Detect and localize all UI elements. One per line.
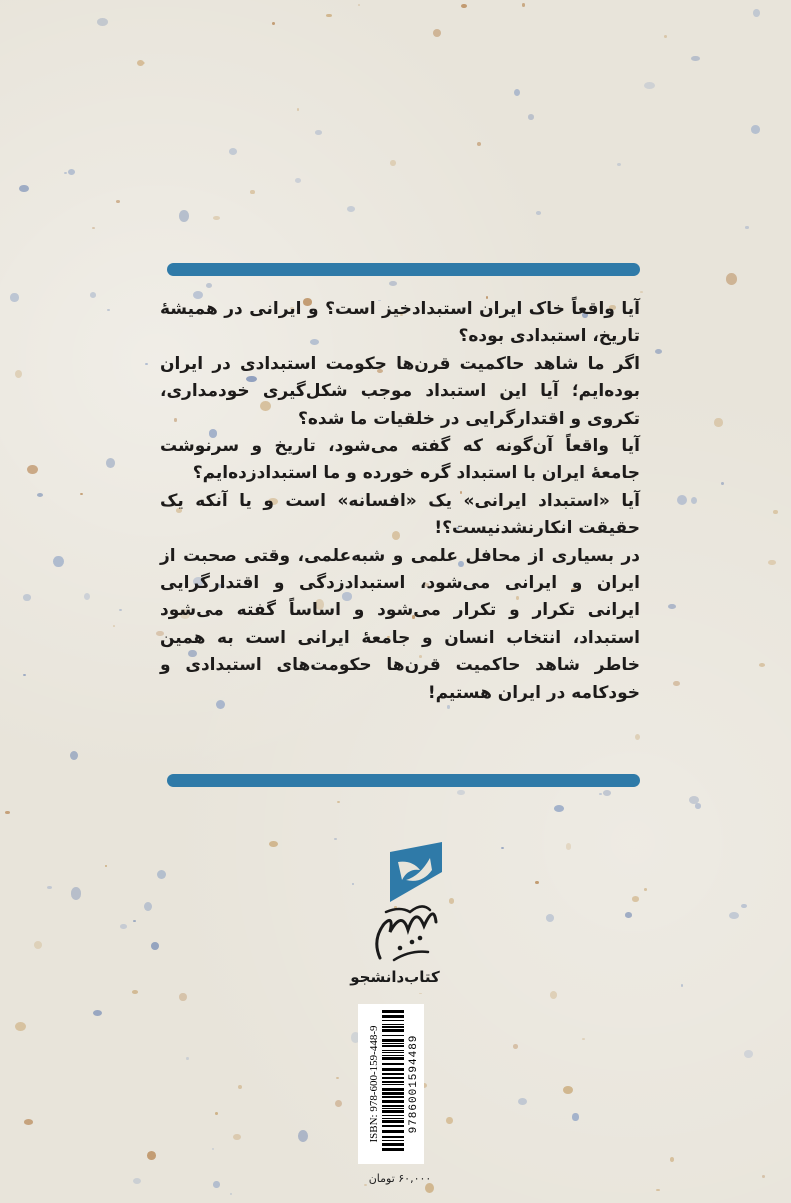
barcode-bar <box>382 1010 404 1013</box>
paper-speck <box>250 190 254 194</box>
paper-speck <box>213 1181 219 1188</box>
paper-speck <box>522 3 525 6</box>
barcode-bar <box>382 1026 404 1028</box>
paper-speck <box>714 418 722 426</box>
paper-speck <box>24 1119 34 1125</box>
barcode-bar <box>382 1020 404 1021</box>
paper-speck <box>655 349 662 354</box>
barcode-bar <box>382 1143 404 1146</box>
barcode-bar <box>382 1136 404 1138</box>
paper-speck <box>691 497 697 504</box>
barcode-bar <box>382 1092 404 1095</box>
blurb-paragraph-5: در بسیاری از محافل علمی و شبه‌علمی، وقتی صحبت از ایران و ایرانی می‌شود، استبدادزدگی و اقتدارگرایی ایرانی تکرار و تکرار می‌شود و اساساً گفته می‌شود استبداد، انتخاب انسان و جامعهٔ ایرانی است به همین خاطر شاهد حاکمیت قرن‌ها حکومت‌های استبدادی و خودکامه در ایران هستیم! <box>160 545 640 703</box>
paper-speck <box>513 1044 518 1048</box>
paper-speck <box>582 1038 585 1040</box>
bottom-divider-bar <box>167 774 640 787</box>
paper-speck <box>179 210 190 222</box>
barcode-bar <box>382 1148 404 1151</box>
paper-speck <box>536 211 541 214</box>
paper-speck <box>19 185 29 193</box>
paper-speck <box>335 1100 342 1107</box>
paper-speck <box>726 273 737 285</box>
barcode-bar <box>382 1039 404 1042</box>
paper-speck <box>677 495 687 505</box>
paper-speck <box>71 887 81 899</box>
paper-speck <box>15 1022 26 1031</box>
paper-speck <box>297 108 300 110</box>
paper-speck <box>501 847 504 850</box>
paper-speck <box>695 803 701 809</box>
paper-speck <box>120 924 127 930</box>
paper-speck <box>528 114 534 120</box>
paper-speck <box>635 734 640 740</box>
barcode-bar <box>382 1035 404 1036</box>
barcode-bar <box>382 1115 404 1116</box>
paper-speck <box>144 902 152 911</box>
paper-speck <box>640 291 643 293</box>
paper-speck <box>603 790 611 796</box>
paper-speck <box>97 18 108 26</box>
barcode-bar <box>382 1120 404 1123</box>
paper-speck <box>145 363 148 365</box>
barcode-bars <box>382 1010 404 1156</box>
barcode-bar <box>382 1081 404 1083</box>
barcode-bar <box>382 1125 404 1127</box>
paper-speck <box>664 35 667 38</box>
barcode-bar <box>382 1015 404 1018</box>
paper-speck <box>691 56 699 61</box>
paper-speck <box>670 1157 674 1162</box>
paper-speck <box>518 1098 527 1105</box>
top-divider-bar <box>167 263 640 276</box>
paper-speck <box>336 1077 339 1079</box>
paper-speck <box>53 556 63 567</box>
paper-speck <box>230 1193 232 1195</box>
paper-speck <box>133 1178 141 1184</box>
paper-speck <box>295 178 301 183</box>
paper-speck <box>554 805 564 812</box>
paper-speck <box>535 881 539 884</box>
barcode-bar <box>382 1110 404 1113</box>
isbn-label: ISBN: 978-600-159-448-9 <box>368 1025 380 1143</box>
paper-speck <box>768 560 776 566</box>
paper-speck <box>272 22 275 25</box>
paper-speck <box>729 912 739 919</box>
barcode-bar <box>382 1073 404 1075</box>
paper-speck <box>419 993 422 995</box>
barcode-bar <box>382 1045 404 1047</box>
paper-speck <box>37 493 43 497</box>
barcode-bar <box>382 1096 404 1098</box>
paper-speck <box>116 200 120 203</box>
paper-speck <box>744 1050 753 1058</box>
paper-speck <box>23 674 26 677</box>
paper-speck <box>625 912 632 918</box>
paper-speck <box>23 594 32 601</box>
paper-speck <box>238 1085 242 1089</box>
barcode-bar <box>382 1084 404 1085</box>
barcode-bar <box>382 1050 404 1051</box>
blurb-paragraph-3: آیا واقعاً آن‌گونه که گفته می‌شود، تاریخ و سرنوشت جامعهٔ ایران با استبداد گره خورده و ما استبدادزده‌ایم؟ <box>160 436 640 484</box>
paper-speck <box>347 206 355 212</box>
paper-speck <box>762 1175 765 1178</box>
paper-speck <box>298 1130 308 1142</box>
paper-speck <box>721 482 724 485</box>
paper-speck <box>92 227 95 229</box>
paper-speck <box>213 216 220 221</box>
barcode-bar <box>382 1068 404 1071</box>
barcode-bar <box>382 1043 404 1044</box>
paper-speck <box>753 9 760 17</box>
paper-speck <box>745 226 748 229</box>
paper-speck <box>644 82 655 89</box>
blurb-paragraph-4: آیا «استبداد ایرانی» یک «افسانه» است و یا آنکه یک حقیقت انکارنشدنیست؟! <box>160 490 640 539</box>
paper-speck <box>15 370 22 378</box>
paper-speck <box>477 142 481 146</box>
barcode-bar <box>382 1108 404 1109</box>
paper-speck <box>269 841 278 847</box>
paper-speck <box>233 1134 241 1140</box>
barcode-bar <box>382 1100 404 1103</box>
paper-speck <box>133 920 136 922</box>
paper-speck <box>64 172 67 174</box>
back-cover-blurb <box>160 296 640 707</box>
blurb-paragraph-2: اگر ما شاهد حاکمیت قرن‌ها حکومت استبدادی در ایران بوده‌ایم؛ آیا این استبداد موجب شکل‌گیری خودمداری، تکروی و اقتدارگرایی در خلقیات ما شده؟ <box>160 353 640 429</box>
paper-speck <box>179 993 187 1002</box>
paper-speck <box>119 609 122 611</box>
paper-speck <box>656 1189 660 1191</box>
barcode-bar <box>382 1130 404 1133</box>
paper-speck <box>147 1151 156 1160</box>
barcode-bar <box>382 1088 404 1091</box>
paper-speck <box>106 458 115 468</box>
paper-speck <box>206 283 212 288</box>
paper-speck <box>113 625 115 627</box>
paper-speck <box>514 89 520 96</box>
barcode-bar <box>382 1063 404 1065</box>
paper-speck <box>681 984 684 987</box>
paper-speck <box>446 1117 452 1124</box>
paper-speck <box>90 292 96 298</box>
paper-speck <box>759 663 765 667</box>
paper-speck <box>70 751 78 760</box>
paper-speck <box>389 281 397 286</box>
paper-speck <box>644 888 647 891</box>
paper-speck <box>229 148 238 155</box>
paper-speck <box>143 62 146 64</box>
paper-speck <box>47 886 52 889</box>
barcode-bar <box>382 1077 404 1079</box>
barcode-bar <box>382 1052 404 1053</box>
price-label: ۶۰,۰۰۰ تومان <box>368 1172 432 1185</box>
paper-speck <box>337 801 340 803</box>
paper-speck <box>773 510 777 514</box>
paper-speck <box>5 811 10 814</box>
paper-speck <box>563 1086 574 1095</box>
paper-speck <box>668 604 676 610</box>
paper-speck <box>741 904 747 909</box>
paper-speck <box>673 681 680 687</box>
paper-speck <box>461 4 467 8</box>
barcode-bar <box>382 1057 404 1060</box>
paper-speck <box>457 790 464 795</box>
paper-speck <box>93 1010 102 1016</box>
paper-speck <box>215 1112 218 1115</box>
paper-speck <box>326 14 331 17</box>
paper-speck <box>212 1148 214 1150</box>
paper-speck <box>132 990 138 994</box>
barcode-bar <box>382 1029 404 1032</box>
barcode-bar <box>382 1105 404 1107</box>
paper-speck <box>27 465 38 475</box>
paper-speck <box>315 130 323 135</box>
paper-speck <box>151 942 159 950</box>
paper-speck <box>68 169 75 175</box>
paper-speck <box>105 865 108 867</box>
barcode-digits: 9786001594489 <box>408 1034 420 1134</box>
paper-speck <box>751 125 760 134</box>
paper-speck <box>107 309 109 311</box>
barcode-bar <box>382 1024 404 1025</box>
paper-speck <box>550 991 557 999</box>
paper-speck <box>84 593 90 600</box>
publisher-brand-name: کتاب‌دانشجو <box>350 968 440 986</box>
paper-speck <box>617 163 621 166</box>
barcode-bar <box>382 1140 404 1141</box>
paper-speck <box>632 896 639 901</box>
paper-speck <box>566 843 572 849</box>
paper-speck <box>157 870 166 879</box>
paper-speck <box>572 1113 578 1120</box>
paper-speck <box>358 4 360 6</box>
blurb-paragraph-1: آیا واقعاً خاک ایران استبدادخیز است؟ و ایرانی در همیشهٔ تاریخ، استبدادی بوده؟ <box>160 299 640 347</box>
paper-speck <box>390 160 395 166</box>
paper-speck <box>689 796 700 804</box>
paper-speck <box>599 793 602 795</box>
paper-speck <box>80 493 83 495</box>
paper-speck <box>186 1057 189 1060</box>
paper-speck <box>34 941 42 949</box>
barcode-bar <box>382 1055 404 1056</box>
paper-speck <box>334 838 336 840</box>
paper-speck <box>546 914 554 922</box>
paper-speck <box>433 29 442 38</box>
barcode-bar <box>382 1118 404 1119</box>
paper-speck <box>10 293 18 301</box>
